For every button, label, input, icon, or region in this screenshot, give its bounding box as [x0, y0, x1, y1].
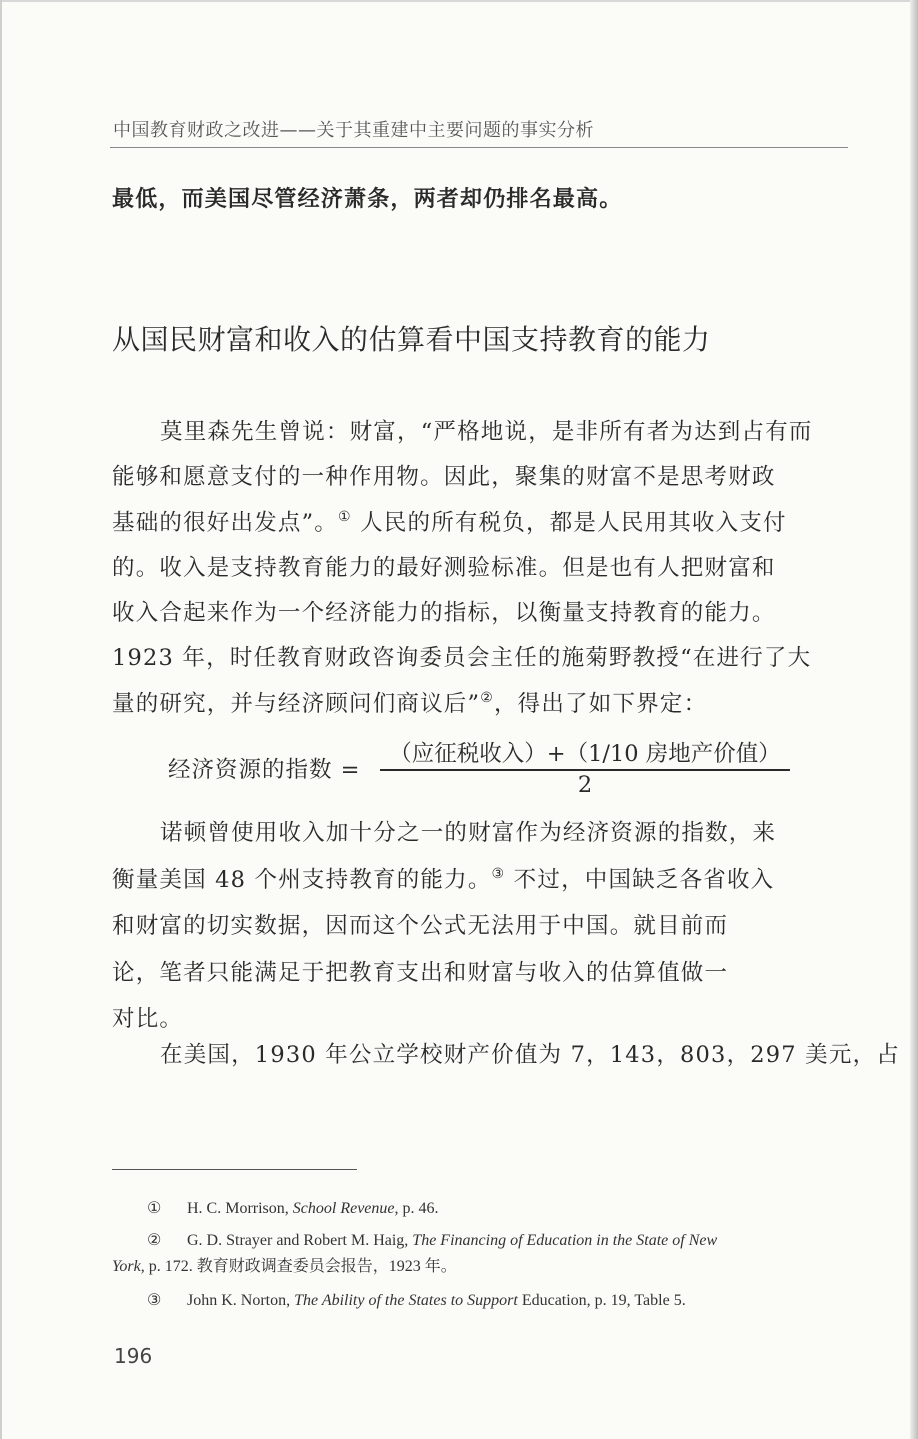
- paragraph-3: 在美国，1930 年公立学校财产价值为 7，143，803，297 美元，占: [160, 1042, 900, 1068]
- footnote-ref-2[interactable]: ②: [480, 689, 494, 706]
- paragraph-1: [112, 410, 852, 727]
- scan-edge-right: [910, 0, 918, 1439]
- footnote-2-author: G. D. Strayer and Robert M. Haig,: [187, 1232, 409, 1249]
- scan-edge-top: [0, 0, 918, 2]
- scan-edge-left: [0, 0, 2, 1439]
- footnote-rule: [112, 1169, 357, 1170]
- footnote-3-rest: Education, p. 19, Table 5.: [517, 1292, 686, 1309]
- footnote-2-title-cont: York: [112, 1258, 141, 1275]
- footnote-ref-1[interactable]: ①: [338, 508, 352, 525]
- footnote-2-first-line: [112, 1230, 852, 1252]
- header-rule: [110, 147, 848, 148]
- paragraph-1-line-7-tail: ，得出了如下界定：: [493, 690, 708, 717]
- paragraph-1-line-3-tail: 人民的所有税负，都是人民用其收入支付: [351, 509, 787, 536]
- paragraph-2-line-1: 诺顿曾使用收入加十分之一的财富作为经济资源的指数，来: [160, 820, 777, 846]
- paragraph-2-line-2-tail: 不过，中国缺乏各省收入: [505, 866, 775, 893]
- section-title: 从国民财富和收入的估算看中国支持教育的能力: [112, 323, 711, 356]
- footnote-1-rest: , p. 46.: [394, 1200, 439, 1217]
- footnote-3-mark: ③: [147, 1292, 162, 1309]
- formula-denominator: 2: [577, 772, 593, 798]
- paragraph-2-line-2: [112, 857, 852, 904]
- footnote-1-author: H. C. Morrison,: [187, 1200, 289, 1217]
- paragraph-2-line-2-text: 衡量美国 48 个州支持教育的能力。: [112, 866, 492, 893]
- paragraph-1-line-7-text: 量的研究，并与经济顾问们商议后”: [112, 690, 481, 717]
- paragraph-2: [112, 810, 852, 1043]
- paragraph-1-line-2: 能够和愿意支付的一种作用物。因此，聚集的财富不是思考财政: [112, 464, 776, 491]
- formula-label: 经济资源的指数 =: [168, 757, 361, 783]
- footnote-2: [112, 1230, 852, 1278]
- paragraph-1-line-1: 莫里森先生曾说：财富，“严格地说，是非所有者为达到占有而: [160, 419, 813, 445]
- carryover-line: 最低，而美国尽管经济萧条，两者却仍排名最高。: [112, 187, 623, 212]
- footnote-2-title: The Financing of Education in the State of New: [412, 1232, 718, 1249]
- footnote-1: [112, 1198, 887, 1220]
- paragraph-1-line-5: 收入合起来作为一个经济能力的指标，以衡量支持教育的能力。: [112, 600, 776, 627]
- footnote-ref-3[interactable]: ③: [491, 865, 506, 882]
- footnote-3-author: John K. Norton,: [187, 1292, 291, 1309]
- paragraph-1-line-4: 的。收入是支持教育能力的最好测验标准。但是也有人把财富和: [112, 554, 776, 581]
- paragraph-1-line-3: [112, 501, 852, 546]
- footnote-2-mark: ②: [147, 1232, 162, 1249]
- formula-numerator: （应征税收入）+（1/10 房地产价值）: [389, 741, 781, 767]
- paragraph-1-line-7: [112, 682, 852, 727]
- footnote-1-title: School Revenue: [292, 1200, 395, 1217]
- formula-fraction-bar: [380, 769, 790, 771]
- paragraph-1-line-6: 1923 年，时任教育财政咨询委员会主任的施菊野教授“在进行了大: [112, 645, 812, 672]
- paragraph-2-line-5: 对比。: [112, 1006, 184, 1032]
- footnote-2-second-line: [112, 1256, 852, 1278]
- running-header: 中国教育财政之改进——关于其重建中主要问题的事实分析: [113, 120, 594, 141]
- footnote-2-rest: , p. 172. 教育财政调查委员会报告，1923 年。: [140, 1258, 457, 1275]
- formula: [168, 736, 798, 796]
- paragraph-2-line-3: 和财富的切实数据，因而这个公式无法用于中国。就目前而: [112, 913, 729, 939]
- footnote-3: [112, 1290, 887, 1312]
- footnote-1-mark: ①: [147, 1200, 162, 1217]
- footnote-3-title: The Ability of the States to Support: [294, 1292, 518, 1309]
- paragraph-2-line-4: 论，笔者只能满足于把教育支出和财富与收入的估算值做一: [112, 959, 729, 986]
- paragraph-1-line-3-text: 基础的很好出发点”。: [112, 509, 339, 536]
- page-number: 196: [114, 1344, 153, 1368]
